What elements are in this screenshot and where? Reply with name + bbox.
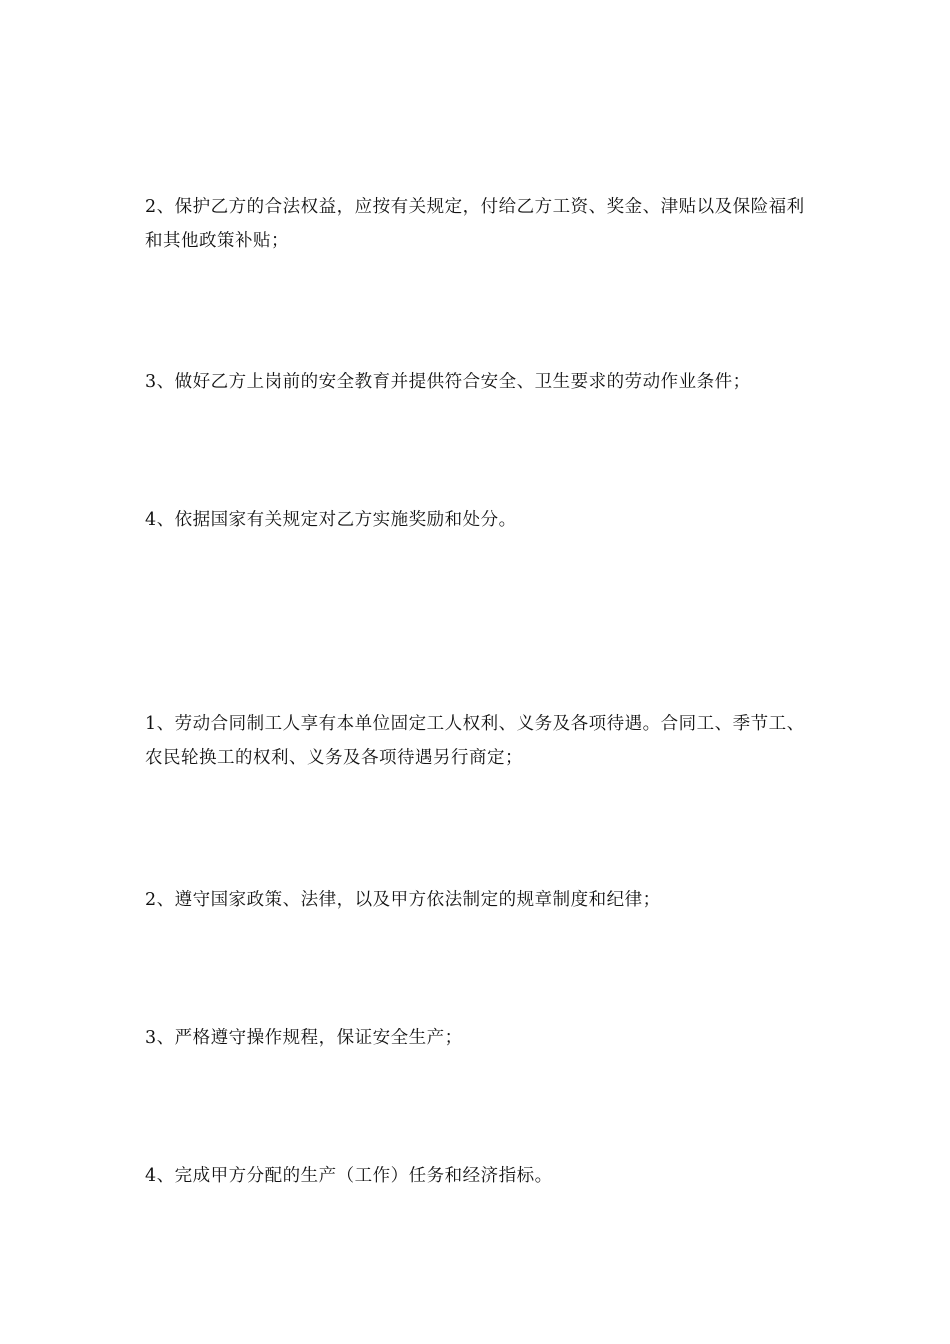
paragraph-employer-duty-3: 3、做好乙方上岗前的安全教育并提供符合安全、卫生要求的劳动作业条件； [145, 372, 751, 392]
paragraph-employer-duty-4: 4、依据国家有关规定对乙方实施奖励和处分。 [145, 510, 517, 530]
paragraph-employee-item-2: 2、遵守国家政策、法律，以及甲方依法制定的规章制度和纪律； [145, 890, 661, 910]
paragraph-employee-item-3: 3、严格遵守操作规程，保证安全生产； [145, 1028, 463, 1048]
paragraph-employee-item-1: 1、劳动合同制工人享有本单位固定工人权利、义务及各项待遇。合同工、季节工、农民轮换工的权利、义务及各项待遇另行商定； [145, 714, 805, 768]
paragraph-employer-duty-2: 2、保护乙方的合法权益，应按有关规定，付给乙方工资、奖金、津贴以及保险福利和其他政策补贴； [145, 197, 805, 251]
paragraph-employee-item-4: 4、完成甲方分配的生产（工作）任务和经济指标。 [145, 1166, 553, 1186]
